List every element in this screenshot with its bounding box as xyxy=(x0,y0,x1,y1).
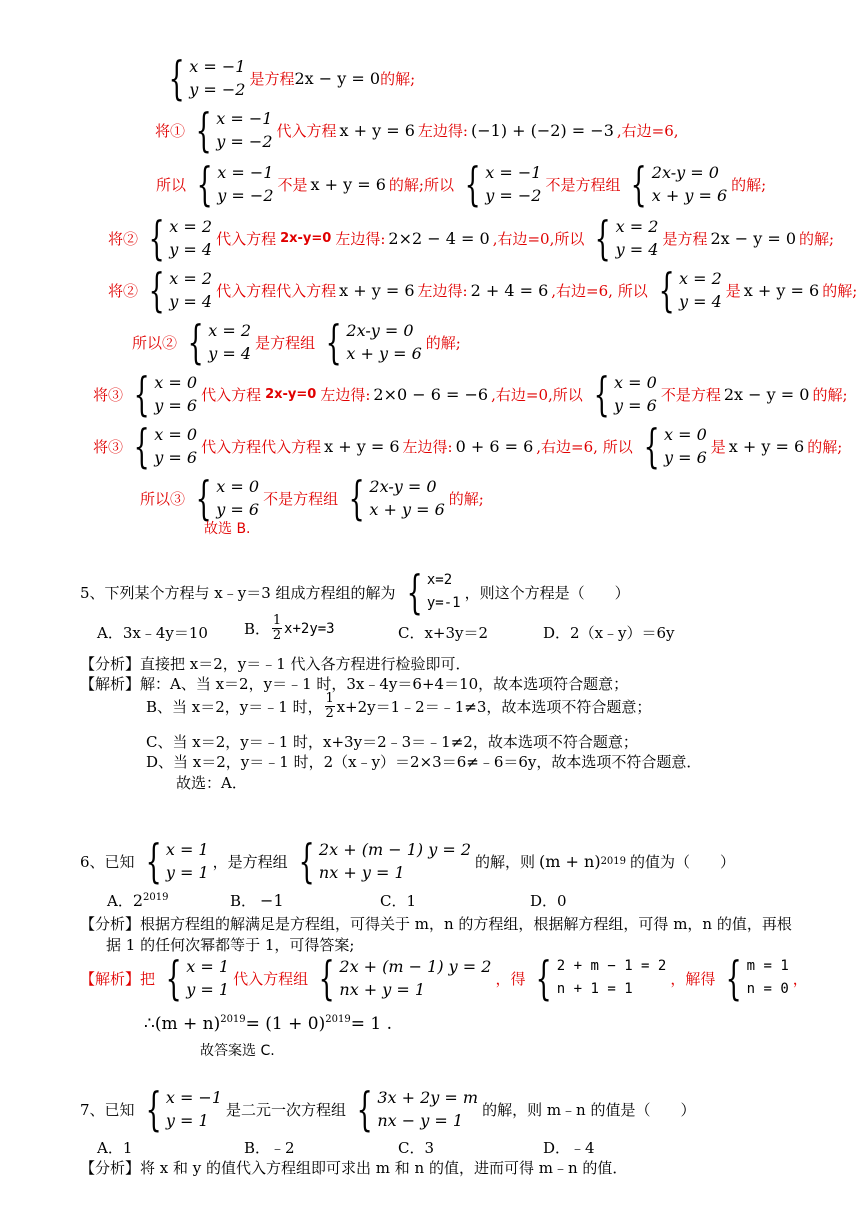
solution-system: { x = −1 y = 1 xyxy=(145,1082,223,1136)
text: ,右边=0,所以 xyxy=(491,385,583,404)
q6-option-a: A．$2^{2019}$ xyxy=(107,891,169,910)
derived-system: { 2 + m − 1 = 2 n + 1 = 1 xyxy=(536,951,667,1005)
text: 的解; xyxy=(448,489,484,508)
q5-analysis: 【分析】直接把 x＝2，y＝﹣1 代入各方程进行检验即可． xyxy=(80,655,471,673)
sol4-line8 xyxy=(93,420,842,472)
sol4-line9 xyxy=(140,472,484,524)
equation-system: { 2x-y = 0 x + y = 6 xyxy=(325,315,422,369)
text: 的解; xyxy=(812,385,848,404)
equation-system: { 2x + (m − 1) y = 2 nx + y = 1 xyxy=(318,951,492,1005)
text: 的解，则 m﹣n 的值是（ ） xyxy=(482,1100,696,1119)
solution-system: { x = 2 y = 4 xyxy=(148,211,213,265)
text: 代入方程代入方程 xyxy=(216,281,337,300)
text: 是 xyxy=(725,281,741,300)
equation: 2×2 − 4 = 0 xyxy=(388,228,490,248)
text: 将② xyxy=(108,281,139,300)
q6-analysis-1: 【分析】根据方程组的解满足是方程组，可得关于 m，n 的方程组，根据解方程组，可得 m，n 的值，再根 xyxy=(80,915,792,933)
text: 左边得: xyxy=(335,229,386,248)
text: 的解; xyxy=(380,69,416,88)
q5-option-a: A．3x﹣4y＝10 xyxy=(97,624,208,642)
equation: x + y = 6 xyxy=(728,436,805,456)
solution-system: { x = 0 y = 6 xyxy=(133,419,198,473)
text: 所以③ xyxy=(140,489,186,508)
text: 代入方程组 xyxy=(233,969,309,988)
text: 的值为（ ） xyxy=(630,852,736,871)
fraction: $\frac{1}{2}$ xyxy=(325,691,334,721)
text: 将③ xyxy=(93,385,124,404)
solution-system: { x = 1 y = 1 xyxy=(165,951,230,1005)
text: 2x-y=0 xyxy=(280,230,332,246)
q6-calculation: ∴(m + n) $^{2019}$ = (1 + 0) $^{2019}$ = 1 . xyxy=(144,1014,392,1034)
sol4-line6 xyxy=(132,316,461,368)
q5-option-b: B． $\frac{1}{2}$ x+2y=3 xyxy=(244,613,335,643)
sol4-line1 xyxy=(158,52,415,104)
text: ,右边=6, 所以 xyxy=(536,437,633,456)
text: 左边得: xyxy=(417,281,468,300)
solution-system: { x = 0 y = 6 xyxy=(643,419,707,473)
text: 不是 xyxy=(277,175,308,194)
q5-solution-c: C、当 x＝2，y＝﹣1 时，x+3y＝2﹣3＝﹣1≠2，故本选项不符合题意； xyxy=(146,733,638,751)
text: ， xyxy=(792,969,808,988)
q7-option-b: B．﹣2 xyxy=(244,1139,295,1157)
text: 将② xyxy=(108,229,139,248)
q6-answer: 故答案选 C. xyxy=(200,1043,275,1059)
equation: 2x − y = 0 xyxy=(294,68,381,88)
result-system: { m = 1 n = 0 xyxy=(725,951,789,1005)
solution-system: { x = 2 y = 4 xyxy=(594,211,659,265)
q5-solution-a: 【解析】解：A、当 x＝2，y＝﹣1 时，3x﹣4y＝6+4＝10，故本选项符合题意； xyxy=(80,675,629,693)
q5-option-d: D．2（x﹣y）＝6y xyxy=(543,624,675,642)
text: ，得 xyxy=(495,969,526,988)
equation: 2x − y = 0 xyxy=(723,384,810,404)
text: 的解，则 xyxy=(475,852,536,871)
fraction: $\frac{1}{2}$ xyxy=(272,613,282,643)
text: 的解; xyxy=(807,437,843,456)
q6-analysis-2: 据 1 的任何次幂都等于 1，可得答案; xyxy=(106,936,355,954)
text: ,右边=6, xyxy=(616,121,679,140)
equation: x + y = 6 xyxy=(743,280,820,300)
equation: x + y = 6 xyxy=(339,120,415,140)
sol4-line7 xyxy=(93,368,848,420)
text: 不是方程组 xyxy=(545,175,621,194)
solution-system: { x = 1 y = 1 xyxy=(145,834,209,888)
equation: x + y = 6 xyxy=(324,436,400,456)
text: 2x-y=0 xyxy=(265,386,317,402)
equation-system: { 2x + (m − 1) y = 2 nx + y = 1 xyxy=(298,834,471,888)
equation: (−1) + (−2) = −3 xyxy=(470,120,614,140)
text: ，解得 xyxy=(670,969,716,988)
text: 是 xyxy=(710,437,726,456)
text: 左边得: xyxy=(320,385,371,404)
text: 的解; xyxy=(425,333,461,352)
text: 是二元一次方程组 xyxy=(226,1100,347,1119)
text: 代入方程 xyxy=(201,385,262,404)
q5-stem xyxy=(80,565,630,619)
text: 是方程 xyxy=(662,229,708,248)
q7-option-d: D．﹣4 xyxy=(543,1139,595,1157)
text: ,右边=0,所以 xyxy=(492,229,585,248)
text: 6、已知 xyxy=(80,852,135,871)
expression: (m + n) xyxy=(539,851,601,871)
equation: 0 + 6 = 6 xyxy=(455,436,534,456)
text: ，是方程组 xyxy=(212,852,288,871)
solution-system: { x = 2 y = 4 xyxy=(148,263,213,317)
solution-system: { x = −1 y = −2 xyxy=(195,103,273,157)
text: 将① xyxy=(155,121,186,140)
text: 代入方程 xyxy=(276,121,337,140)
solution-system: { x = −1 y = −2 xyxy=(464,157,542,211)
sol4-line5 xyxy=(108,264,857,316)
text: 是方程组 xyxy=(255,333,316,352)
text: 代入方程 xyxy=(216,229,277,248)
text: 不是方程组 xyxy=(263,489,339,508)
equation-system: { 2x-y = 0 x + y = 6 xyxy=(631,157,728,211)
solution-system: { x = 2 y = 4 xyxy=(187,315,252,369)
solution-system: { x = 0 y = 6 xyxy=(133,367,198,421)
equation-system: { 3x + 2y = m nx − y = 1 xyxy=(356,1082,479,1136)
q5-option-c: C．x+3y＝2 xyxy=(398,624,489,642)
text: 的解; xyxy=(822,281,858,300)
text: 左边得: xyxy=(417,121,468,140)
text: 的解; xyxy=(731,175,767,194)
sol4-line3 xyxy=(156,158,766,210)
sol4-line2 xyxy=(155,104,679,156)
text: 左边得: xyxy=(402,437,453,456)
text: 所以② xyxy=(132,333,178,352)
q7-option-c: C．3 xyxy=(398,1139,435,1157)
q7-option-a: A．1 xyxy=(97,1139,133,1157)
equation: 2 + 4 = 6 xyxy=(470,280,549,300)
answer-line: 故选 B. xyxy=(204,521,251,537)
exponent: 2019 xyxy=(600,855,627,867)
solution-system: { x = −1 y = −2 xyxy=(196,157,274,211)
text: 是方程 xyxy=(249,69,295,88)
q5-solution-b: B、当 x＝2，y＝﹣1 时， $\frac{1}{2}$ x+2y＝1﹣2＝﹣1≠3，故本选项不符合题意； xyxy=(146,691,652,721)
text: 代入方程代入方程 xyxy=(201,437,322,456)
solution-system: { x = −1 y = −2 xyxy=(168,51,246,105)
q5-answer: 故选：A． xyxy=(176,774,247,792)
solution-system: { x=2 y=-1 xyxy=(406,565,461,619)
text: 不是方程 xyxy=(660,385,721,404)
equation: x + y = 6 xyxy=(339,280,415,300)
q6-option-c: C．1 xyxy=(380,892,417,910)
solution-system: { x = 2 y = 4 xyxy=(658,263,722,317)
q7-analysis: 【分析】将 x 和 y 的值代入方程组即可求出 m 和 n 的值，进而可得 m﹣n 的值． xyxy=(80,1159,628,1177)
equation-system: { 2x-y = 0 x + y = 6 xyxy=(348,471,445,525)
equation: 2×0 − 6 = −6 xyxy=(373,384,489,404)
equation: x + y = 6 xyxy=(310,174,386,194)
q5-solution-d: D、当 x＝2，y＝﹣1 时，2（x﹣y）＝2×3＝6≠﹣6＝6y，故本选项不符合题意． xyxy=(146,753,702,771)
q6-option-b: B． −1 xyxy=(230,891,284,910)
text: 的解; xyxy=(799,229,835,248)
sol4-line4 xyxy=(108,212,834,264)
equation: 2x − y = 0 xyxy=(710,228,797,248)
text: 将③ xyxy=(93,437,124,456)
text: 的解;所以 xyxy=(388,175,454,194)
text: 所以 xyxy=(156,175,187,194)
text: 5、下列某个方程与 x﹣y＝3 组成方程组的解为 xyxy=(80,583,396,602)
q6-solution xyxy=(80,952,808,1004)
solution-system: { x = 0 y = 6 xyxy=(593,367,657,421)
q7-stem xyxy=(80,1083,695,1135)
q6-stem xyxy=(80,835,735,887)
solution-system: { x = 0 y = 6 xyxy=(195,471,260,525)
text: 【解析】把 xyxy=(80,969,156,988)
text: ,右边=6, 所以 xyxy=(551,281,648,300)
text: ，则这个方程是（ ） xyxy=(464,583,630,602)
q6-option-d: D．0 xyxy=(530,892,567,910)
text: 7、已知 xyxy=(80,1100,135,1119)
